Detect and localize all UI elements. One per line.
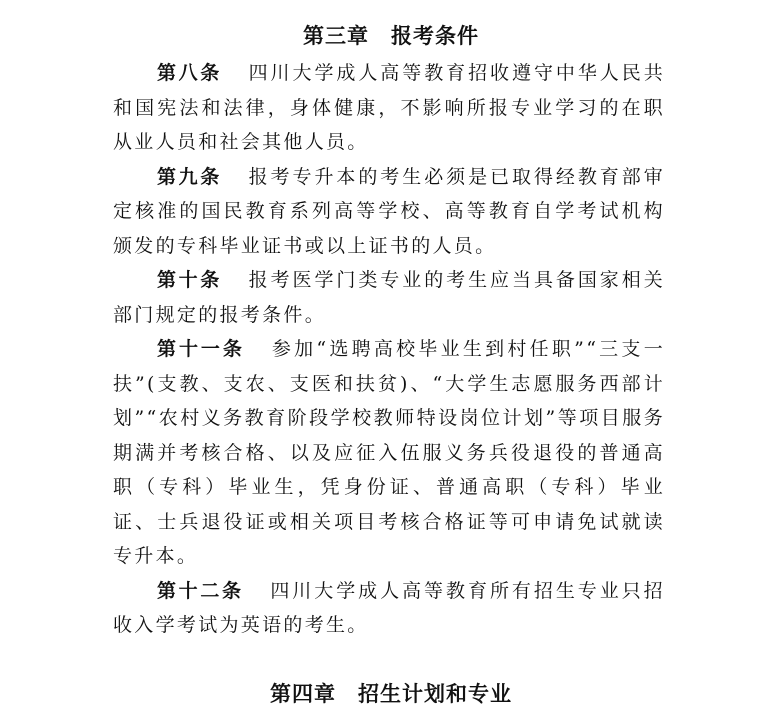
article-9-label: 第九条: [157, 165, 222, 188]
article-11-text: 参加“选聘高校毕业生到村任职”“三支一扶”(支教、支农、支医和扶贫)、“大学生志愿服务西部计划”“农村义务教育阶段学校教师特设岗位计划”等项目服务期满并考核合格、以及应征入伍服义务兵役退役的普通高职（专科）毕业生，凭身份证、普通高职（专科）毕业证、士兵退役证或相关项目考核合格证等可申请免试就读专升本。: [113, 338, 665, 567]
article-9: [113, 160, 665, 264]
article-8: [113, 56, 665, 160]
article-12: [113, 574, 665, 643]
article-9-text: 报考专升本的考生必须是已取得经教育部审定核准的国民教育系列高等学校、高等教育自学考试机构颁发的专科毕业证书或以上证书的人员。: [113, 165, 665, 257]
article-12-label: 第十二条: [157, 579, 244, 602]
chapter-three-heading: 第三章 报考条件: [303, 24, 479, 48]
article-11-label: 第十一条: [157, 338, 245, 360]
article-list: [113, 56, 665, 643]
article-8-text: 四川大学成人高等教育招收遵守中华人民共和国宪法和法律，身体健康，不影响所报专业学习的在职从业人员和社会其他人员。: [113, 62, 665, 153]
article-8-label: 第八条: [157, 62, 222, 84]
article-10-label: 第十条: [157, 269, 222, 291]
article-10-text: 报考医学门类专业的考生应当具备国家相关部门规定的报考条件。: [113, 269, 665, 326]
article-11: [113, 332, 665, 574]
chapter-four-heading: 第四章 招生计划和专业: [270, 682, 512, 706]
article-10: [113, 263, 665, 332]
article-12-text: 四川大学成人高等教育所有招生专业只招收入学考试为英语的考生。: [113, 579, 665, 636]
